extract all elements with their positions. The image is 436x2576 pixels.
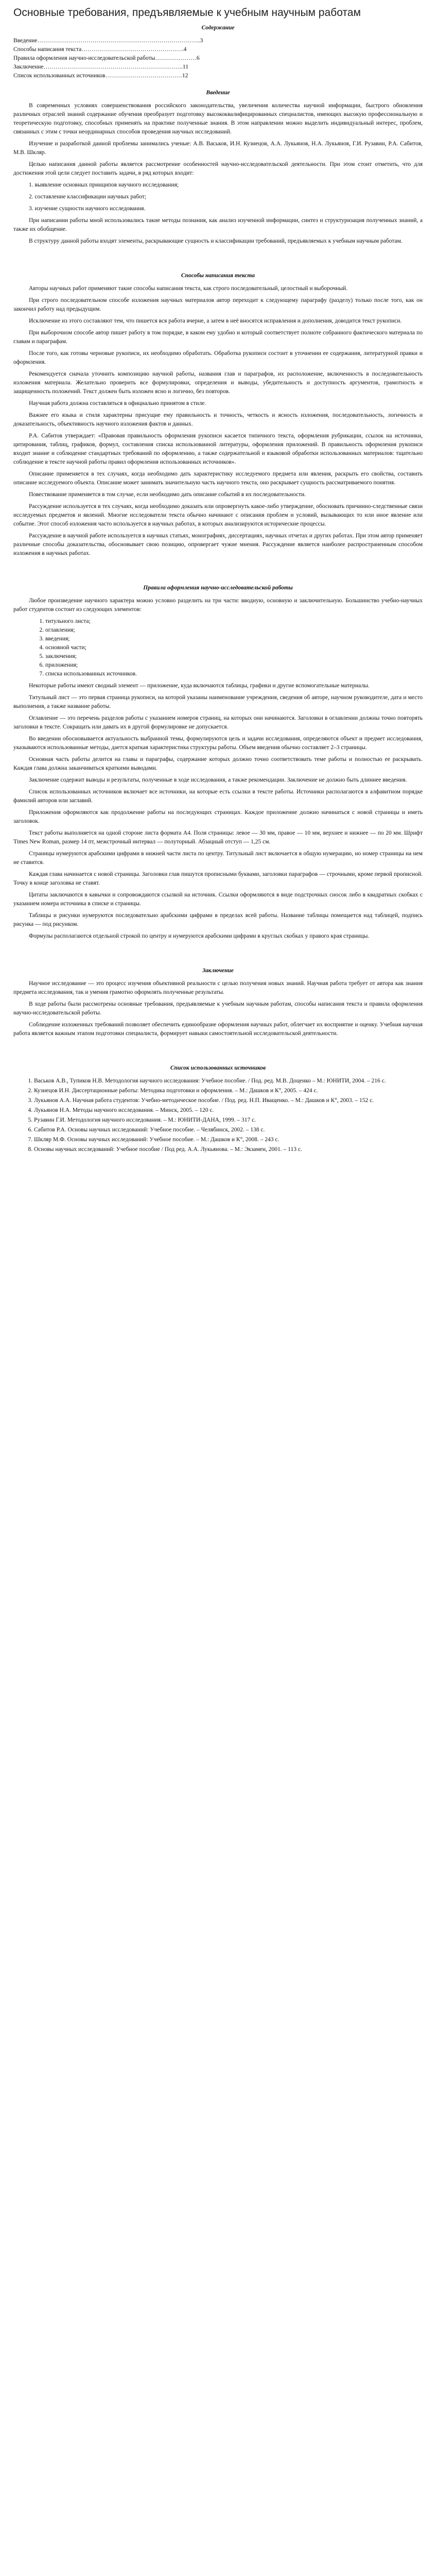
paragraph: После того, как готовы черновые рукописи, их необходимо обработать. Обработка рукописи состоит в уточнении ее содержания, литературной правки и оформления. xyxy=(13,350,423,365)
introduction-heading: Введение xyxy=(206,90,230,96)
toc-item: Список использованных источников…………………………………12 xyxy=(13,73,188,79)
reference-item: 1. Васьков А.В., Тупиков Н.В. Методология научного исследования: Учебное пособие. / Под. ред. М.В. Доценко – М.: ЮНИТИ, 2004. – 216 с. xyxy=(34,1077,423,1086)
reference-item: 4. Лукьянов Н.А. Методы научного исследования. – Минск, 2005. – 120 с. xyxy=(34,1106,423,1115)
list-item: 5. заключения; xyxy=(45,652,423,661)
list-item: 7. списка использованных источников. xyxy=(45,670,423,679)
paragraph: Научная работа должна составляться в официально принятом в стиле. xyxy=(29,400,206,406)
paragraph: Заключение содержит выводы и результаты, полученные в ходе исследования, а также рекомендации. Заключение не должно быть длиннее введения. xyxy=(29,777,407,783)
list-item: 4. основной части; xyxy=(45,643,423,652)
list-item: 6. приложения; xyxy=(45,661,423,670)
section-conclusion xyxy=(13,967,423,1038)
paragraph: В ходе работы были рассмотрены основные требования, предъявляемые к учебным научным работам, способы написания текста и правила оформления научно-исследовательской работы. xyxy=(13,1001,423,1016)
toc-item: Заключение……………………………………………………………..11 xyxy=(13,64,188,70)
paragraph: Оглавление — это перечень разделов работы с указанием номеров страниц, на которых они начинаются. Заголовки в оглавлении должны точно повторять заголовки в тексте. Сокращать или давать их в другой формулировке не допускается. xyxy=(13,715,423,730)
structure-list xyxy=(13,617,423,679)
paragraph: При написании работы мной использовались такие методы познания, как анализ изученной информации, синтез и структуризация полученных знаний, а также их обобщение. xyxy=(13,217,423,232)
toc-item: Введение………………………………………………………………………..3 xyxy=(13,38,203,44)
paragraph: Основная часть работы делится на главы и параграфы, содержание которых должно точно соответствовать теме работы и полностью ее раскрывать. Каждая глава должна заканчиваться краткими выводами. xyxy=(13,756,423,771)
paragraph: Соблюдение изложенных требований позволяет обеспечить единообразие оформления научных работ, облегчает их восприятие и оценку. Учебная научная работа является важным этапом подготовки специалиста, формирует навыки самостоятельной исследовательской деятельности. xyxy=(13,1022,423,1037)
section-methods xyxy=(13,272,423,558)
paragraph: Целью написания данной работы является рассмотрение особенностей научно-исследовательской деятельности. При этом стоит отметить, что для достижения этой цели следует поставить задачи, в ряд которых входит: xyxy=(13,161,423,176)
document-title: Основные требования, предъявляемые к учебным научным работам xyxy=(13,7,361,19)
paragraph: Таблицы и рисунки нумеруются последовательно арабскими цифрами в пределах всей работы. Название таблицы помещается над таблицей, подпись рисунка — под рисунком. xyxy=(13,912,423,927)
table-of-contents xyxy=(13,24,423,80)
paragraph: Текст работы выполняется на одной стороне листа формата А4. Поля страницы: левое — 30 мм, правое — 10 мм, верхнее и нижнее — по 20 мм. Шрифт Times New Roman, размер 14 пт, межстрочный интервал — полуторный. Абзацный отступ — 1,25 см. xyxy=(13,830,423,845)
paragraph: Приложения оформляются как продолжение работы на последующих страницах. Каждое приложение должно начинаться с новой страницы и иметь заголовок. xyxy=(13,809,423,824)
section-rules xyxy=(13,584,423,941)
toc-item: Правила оформления научно-исследовательской работы…………………6 xyxy=(13,55,200,61)
reference-item: 2. Кузнецов И.Н. Диссертационные работы: Методика подготовки и оформления. – М.: Дашков и К°, 2005. – 424 с. xyxy=(34,1087,423,1095)
methods-heading: Способы написания текста xyxy=(181,273,255,279)
paragraph: Рекомендуется сначала уточнить композицию научной работы, названия глав и параграфов, их расположение, включенность в последовательность изложения материала. Желательно проверить все формулировки, определения и выводы, убедительность и доступность аргументов, грамотность и защищенность положений. Текст должен быть изложен ясно и логично, без повторов. xyxy=(13,371,423,395)
paragraph: Описание применяется в тех случаях, когда необходимо дать характеристику исследуемого предмета или явления, раскрыть его свойства, составить описание исследуемого объекта. Описание может занимать значительную часть научного текста, оно раскрывает сущность рассматриваемого понятия. xyxy=(13,471,423,486)
paragraph: Страницы нумеруются арабскими цифрами в нижней части листа по центру. Титульный лист включается в общую нумерацию, но номер страницы на нем не ставится. xyxy=(13,851,423,866)
reference-item: 7. Шкляр М.Ф. Основы научных исследований: Учебное пособие. – М.: Дашков и К°, 2008. – 243 с. xyxy=(34,1136,423,1144)
reference-item: 6. Сабитов Р.А. Основы научных исследований: Учебное пособие. – Челябинск, 2002. – 138 с. xyxy=(34,1126,423,1134)
rules-heading: Правила оформления научно-исследовательской работы xyxy=(143,585,293,591)
section-references xyxy=(13,1064,423,1154)
paragraph: Любое произведение научного характера можно условно разделить на три части: вводную, основную и заключительную. Большинство учебно-научных работ студентов состоит из следующих элементов: xyxy=(13,598,423,613)
reference-item: 5. Рузавин Г.И. Методология научного исследования. – М.: ЮНИТИ-ДАНА, 1999. – 317 с. xyxy=(34,1116,423,1125)
toc-item: Способы написания текста…………………………………………….4 xyxy=(13,46,187,53)
paragraph: Повествование применяется в том случае, если необходимо дать описание событий в их последовательности. xyxy=(29,492,306,498)
paragraph: Р.А. Сабитов утверждает: «Правовая правильность оформления рукописи касается типичного текста, оформления рубрикации, ссылок на источники, цитирования, таблиц, графиков, формул, составления списка использованной литературы, оформления приложений. В правильность оформления рукописи входит знание и соблюдение стандартных требований по оформлению, а также содержательной и языковой обработки использованных материалов: тщательно соблюдение в тексте научной работы правил оформления использованных источников». xyxy=(13,433,423,465)
references-list xyxy=(13,1077,423,1154)
paragraph: Титульный лист — это первая страница рукописи, на которой указаны наименование учреждения, сведения об авторе, научном руководителе, дата и место выполнения, а также название работы. xyxy=(13,694,423,709)
task-item: 2. составление классификации научных работ; xyxy=(29,194,146,200)
task-item: 3. изучение сущности научного исследования. xyxy=(29,206,146,212)
paragraph: Каждая глава начинается с новой страницы. Заголовки глав пишутся прописными буквами, заголовки параграфов — строчными, кроме первой прописной. Точку в конце заголовка не ставят. xyxy=(13,871,423,886)
paragraph: Во введении обосновывается актуальность выбранной темы, формулируются цель и задачи исследования, определяются объект и предмет исследования, указываются использованные методы, дается краткая характеристика структуры работы. Объем введения обычно составляет 2–3 страницы. xyxy=(13,736,423,751)
paragraph: Список использованных источников включает все источники, на которые есть ссылки в тексте работы. Источники располагаются в алфавитном порядке фамилий авторов или заглавий. xyxy=(13,789,423,804)
paragraph: Цитаты заключаются в кавычки и сопровождаются ссылкой на источник. Ссылки оформляются в виде подстрочных сносок либо в квадратных скобках с указанием номера источника в списке и страницы. xyxy=(13,892,423,907)
document-body xyxy=(13,24,423,1154)
paragraph: Исключение из этого составляют тем, что пишется вся работа вчерне, а затем в неё вносятся исправления и дополнения, доводится текст рукописи. xyxy=(29,318,402,324)
paragraph: Важнее его языка и стиля характерны присущие ему правильность и точность, четкость и ясность изложения, последовательность, логичность и доказательность, объективность научного изложения фактов и данных. xyxy=(13,412,423,427)
list-item: 3. введения; xyxy=(45,635,423,643)
paragraph: В структуру данной работы входят элементы, раскрывающие сущность и классификации требований, предъявляемых к учебным научным работам. xyxy=(29,238,403,244)
paragraph: Некоторые работы имеют сводный элемент — приложение, куда включаются таблицы, графики и другие вспомогательные материалы. xyxy=(29,683,370,689)
paragraph: Формулы располагаются отдельной строкой по центру и нумеруются арабскими цифрами в круглых скобках у правого края страницы. xyxy=(29,933,370,939)
conclusion-heading: Заключение xyxy=(202,968,234,974)
reference-item: 8. Основы научных исследований: Учебное пособие / Под ред. А.А. Лукьянова. – М.: Экзамен, 2001. – 113 с. xyxy=(34,1145,423,1154)
list-item: 1. титульного листа; xyxy=(45,617,423,626)
reference-item: 3. Лукьянов А.А. Научная работа студентов: Учебно-методическое пособие. / Под. ред. Н.П. Иващенко. – М.: Дашков и К°, 2003. – 152 с. xyxy=(34,1096,423,1105)
list-item: 2. оглавления; xyxy=(45,626,423,635)
paragraph: Авторы научных работ применяют такие способы написания текста, как строго последовательный, целостный и выборочный. xyxy=(29,285,348,292)
section-introduction xyxy=(13,89,423,246)
document-page xyxy=(0,0,436,1167)
toc-heading: Содержание xyxy=(201,25,235,31)
task-item: 1. выявление основных принципов научного исследования; xyxy=(29,182,179,188)
paragraph: Рассуждение используется в тех случаях, когда необходимо доказать или опровергнуть какое-либо утверждение, обосновать причинно-следственные связи исследуемых предметов и явлений. Многие исследователи текста обычно начинают с описания проблем и условий, вызывающих то или иное явление или событие. Этот способ изложения часто используется в научных работах, в которых анализируются исторические процессы. xyxy=(13,503,423,527)
paragraph: Рассуждение в научной работе используется в научных статьях, монографиях, диссертациях, научных отчетах и других работах. При этом автор применяет различные способы доказательства, обосновывает свою позицию, опровергает чужие мнения. Рассуждение является наиболее распространенным способом изложения в научных работах. xyxy=(13,533,423,556)
paragraph: При выборочном способе автор пишет работу в том порядке, в каком ему удобно и который соответствует полноте собранного фактического материала по главам и параграфам. xyxy=(13,330,423,345)
paragraph: В современных условиях совершенствования российского законодательства, увеличения количества научной информации, быстрого обновления различных отраслей знаний содержание обучения преобразует подготовку высококвалифицированных специалистов, имеющих высокую профессиональную и теоретическую подготовку, способных применять на практике полученные знания. В этом направлении можно выделить индивидуальный интерес, проблем, связанных с этим с точки неординарных способов проведения научных исследований. xyxy=(13,103,423,135)
paragraph: При строго последовательном способе изложения научных материалов автор переходит к следующему параграфу (разделу) только после того, как он закончил работу над предыдущим. xyxy=(13,297,423,312)
paragraph: Изучение и разработкой данной проблемы занимались ученые: А.В. Васьков, И.Н. Кузнецов, А.А. Лукьянов, Н.А. Лукьянов, Г.И. Рузавин, Р.А. Сабитов, М.В. Шкляр. xyxy=(13,141,423,156)
references-heading: Список использованных источников xyxy=(170,1065,266,1071)
paragraph: Научное исследование — это процесс изучения объективной реальности с целью получения новых знаний. Научная работа требует от автора как знания предмета исследования, так и умения грамотно оформлять полученные результаты. xyxy=(13,980,423,995)
